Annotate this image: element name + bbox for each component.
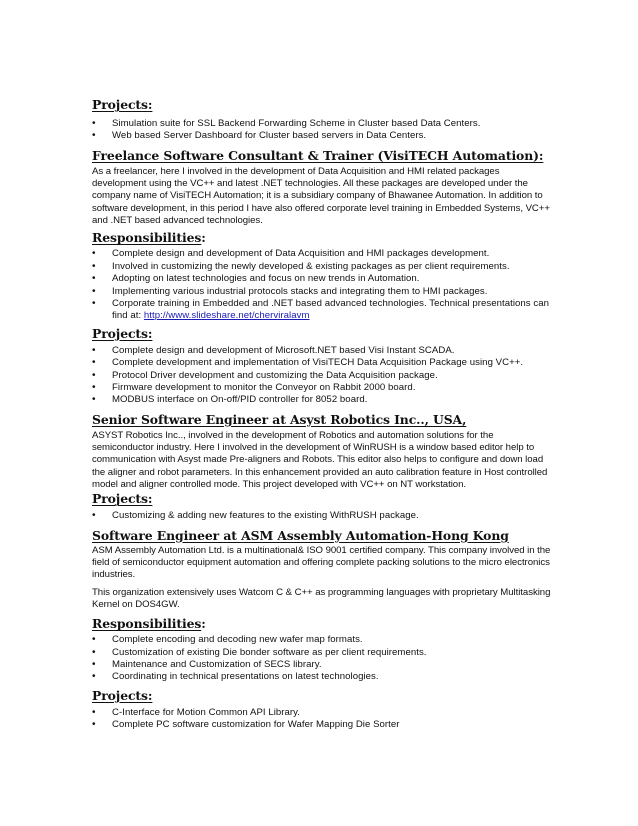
list-item: • Firmware development to monitor the Conveyor on Rabbit 2000 board. <box>92 382 554 394</box>
list-item: • Simulation suite for SSL Backend Forwarding Scheme in Cluster based Data Centers. <box>92 118 554 130</box>
asyst-heading: Senior Software Engineer at Asyst Robotics Inc.., USA, <box>92 411 467 427</box>
list-item: • Complete design and development of Data Acquisition and HMI packages development. <box>92 248 554 260</box>
asm-description: ASM Assembly Automation Ltd. is a multinational& ISO 9001 certified company. This company involved in the field of semiconductor equipment automation and offering complete packing solutions to the micro electronics industries. <box>92 544 551 581</box>
asm-tools-description: This organization extensively uses Watcom C & C++ as programming languages with proprietary Multitasking Kernel on DOS4GW. <box>92 586 551 610</box>
list-item: • Customizing & adding new features to the existing WithRUSH package. <box>92 510 554 522</box>
list-item: • Complete encoding and decoding new wafer map formats. <box>92 634 554 646</box>
heading-colon: : <box>147 491 153 507</box>
heading-text: Projects <box>92 325 148 341</box>
heading-text: Projects <box>92 491 148 507</box>
projects-heading-3 <box>92 491 554 507</box>
responsibilities-heading-1 <box>92 230 554 246</box>
heading-colon: : <box>147 687 153 703</box>
projects-list-4 <box>92 707 554 732</box>
projects-list-1 <box>92 118 554 143</box>
heading-text: Responsibilities <box>92 616 202 632</box>
list-item: • Complete design and development of Microsoft.NET based Visi Instant SCADA. <box>92 345 554 357</box>
resume-page <box>92 97 554 732</box>
heading-colon: : <box>147 325 153 341</box>
list-item: • Web based Server Dashboard for Cluster based servers in Data Centers. <box>92 130 554 142</box>
projects-list-2 <box>92 345 554 407</box>
slideshare-link[interactable]: http://www.slideshare.net/cherviralavm <box>143 310 310 322</box>
heading-text: Responsibilities <box>92 230 202 246</box>
list-item-text: Corporate training in Embedded and .NET based advanced technologies. Technical presentations can find at: <box>112 297 549 322</box>
list-item: • Complete PC software customization for Wafer Mapping Die Sorter <box>92 719 554 731</box>
list-item: • MODBUS interface on On-off/PID controller for 8052 board. <box>92 394 554 406</box>
list-item: • Customization of existing Die bonder software as per client requirements. <box>92 647 554 659</box>
heading-text: Projects <box>92 687 148 703</box>
list-item: • Implementing various industrial protocols stacks and integrating them to HMI packages. <box>92 286 554 298</box>
list-item: • Complete development and implementation of VisiTECH Data Acquisition Package using VC++. <box>92 357 554 369</box>
list-item: • C-Interface for Motion Common API Library. <box>92 707 554 719</box>
freelance-heading: Freelance Software Consultant & Trainer (VisiTECH Automation): <box>92 147 544 163</box>
freelance-description: As a freelancer, here I involved in the development of Data Acquisition and HMI related packages development using the VC++ and latest .NET technologies. All these packages are developed under the company name of VisiTECH Automation; it is a subsidiary company of Bhawanee Automation. In addition to software development, in this period I have also offered corporate level training in Embedded Systems, VC++ and .NET based advanced technologies. <box>92 165 550 226</box>
projects-heading-2 <box>92 326 554 342</box>
list-item <box>92 298 554 323</box>
list-item: • Involved in customizing the newly developed & existing packages as per client requirements. <box>92 261 554 273</box>
projects-heading-4 <box>92 688 554 704</box>
responsibilities-list-1 <box>92 248 554 322</box>
heading-colon: : <box>147 97 153 112</box>
heading-colon: : <box>201 616 206 632</box>
asm-heading: Software Engineer at ASM Assembly Automation-Hong Kong <box>92 527 509 543</box>
projects-list-3 <box>92 510 554 522</box>
heading-text: Projects <box>92 97 148 112</box>
heading-colon: : <box>201 230 206 246</box>
responsibilities-heading-2 <box>92 616 554 632</box>
list-item: • Maintenance and Customization of SECS library. <box>92 659 554 671</box>
asyst-description: ASYST Robotics Inc.., involved in the development of Robotics and automation solutions for the semiconductor industry. Here I involved in the development of WinRUSH is a window based editor help to communication with Asyst made Pre-aligners and Robots. This editor also helps to configure and down load the aligner and robot parameters. In this enhancement provided an auto calibration feature in Host controlled model and aligner controlled mode. This project developed with VC++ on NT workstation. <box>92 429 548 490</box>
list-item: • Protocol Driver development and customizing the Data Acquisition package. <box>92 370 554 382</box>
responsibilities-list-2 <box>92 634 554 684</box>
list-item: • Adopting on latest technologies and focus on new trends in Automation. <box>92 273 554 285</box>
list-item: • Coordinating in technical presentations on latest technologies. <box>92 671 554 683</box>
projects-heading-1 <box>92 97 554 113</box>
